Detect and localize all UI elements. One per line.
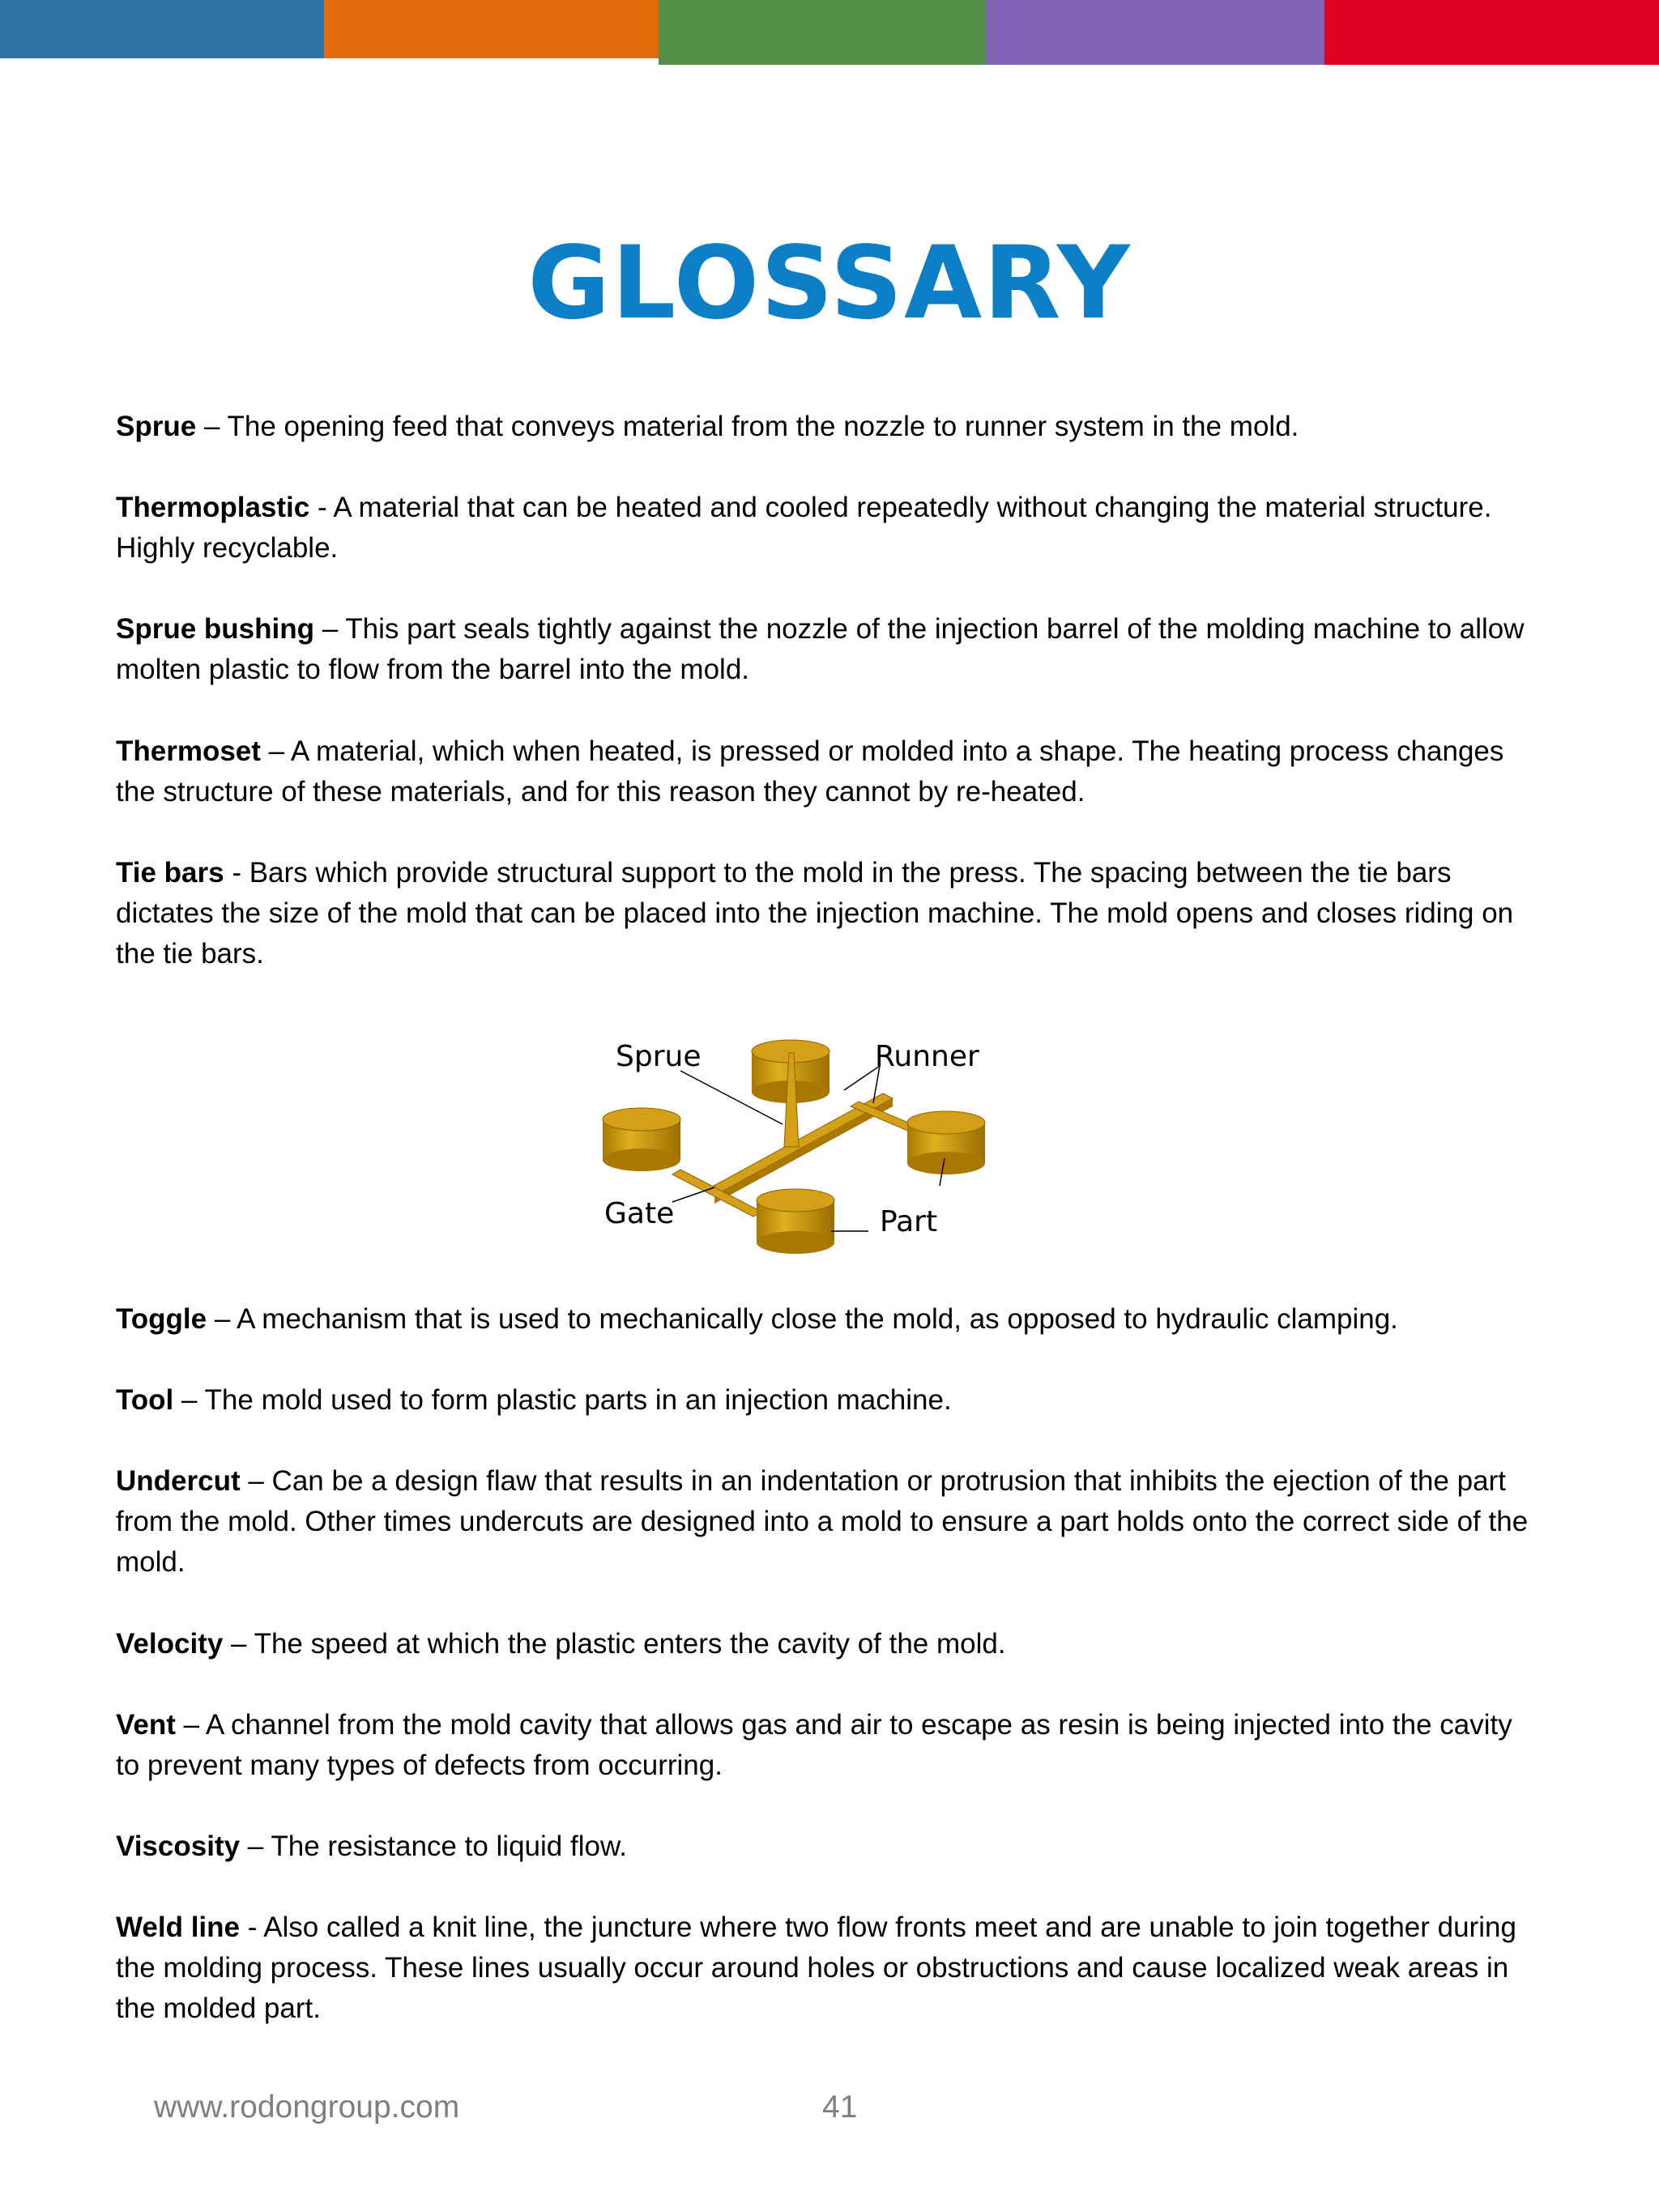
glossary-term: Vent [116, 1709, 176, 1741]
glossary-term: Viscosity [116, 1831, 241, 1862]
glossary-definition: Also called a knit line, the juncture where two flow fronts meet and are unable to join together during the molding process. These lines usually occur around holes or obstructions and cause localized weak areas in the molded part. [116, 1912, 1516, 2024]
glossary-separator: – [175, 1709, 206, 1741]
glossary-term: Undercut [116, 1465, 241, 1497]
glossary-separator: – [240, 1831, 271, 1862]
glossary-term: Thermoset [116, 735, 261, 767]
color-bar-blue [0, 0, 324, 58]
glossary-term: Thermoplastic [116, 492, 310, 523]
part-icon-right [907, 1111, 985, 1174]
mold-diagram [591, 1029, 1013, 1272]
glossary-term: Weld line [116, 1912, 240, 1943]
glossary-separator: – [223, 1628, 254, 1660]
glossary-entry-tie-bars [116, 853, 1542, 974]
color-bar-green [659, 0, 986, 65]
glossary-term: Tool [116, 1384, 174, 1416]
glossary-definition: The mold used to form plastic parts in an injection machine. [204, 1384, 952, 1416]
diagram-label-runner: Runner [875, 1040, 979, 1073]
glossary-entry-toggle [116, 1299, 1542, 1340]
glossary-separator: - [224, 857, 249, 889]
glossary-separator: – [314, 613, 346, 645]
diagram-label-sprue: Sprue [616, 1040, 702, 1073]
glossary-definition: A material that can be heated and cooled repeatedly without changing the material structure. Highly recyclable. [116, 492, 1492, 564]
diagram-label-gate: Gate [604, 1197, 675, 1230]
glossary-entry-undercut [116, 1461, 1542, 1583]
glossary-entry-thermoset [116, 731, 1542, 812]
page-title: GLOSSARY [527, 225, 1132, 342]
glossary-term: Sprue [116, 411, 197, 442]
page-number: 41 [822, 2090, 858, 2125]
glossary-entry-sprue [116, 407, 1542, 447]
color-bar-red [1324, 0, 1659, 65]
glossary-definition: Bars which provide structural support to the mold in the press. The spacing between the tie bars dictates the size of the mold that can be placed into the injection machine. The mold opens and closes riding on the tie bars. [116, 857, 1514, 970]
glossary-separator: – [196, 411, 228, 442]
glossary-entry-viscosity [116, 1826, 1542, 1867]
glossary-definition: A channel from the mold cavity that allows gas and air to escape as resin is being injected into the cavity to prevent many types of defects from occurring. [116, 1709, 1512, 1781]
color-bar-purple [986, 0, 1324, 65]
glossary-definition: This part seals tightly against the nozzle of the injection barrel of the molding machine to allow molten plastic to flow from the barrel into the mold. [116, 613, 1525, 685]
glossary-entry-vent [116, 1705, 1542, 1786]
glossary-entry-velocity [116, 1624, 1542, 1664]
part-icon-bottom [757, 1189, 834, 1254]
glossary-separator: – [240, 1465, 272, 1497]
glossary-term: Toggle [116, 1303, 207, 1335]
footer-website: www.rodongroup.com [154, 2090, 460, 2125]
glossary-term: Tie bars [116, 857, 224, 889]
glossary-definition: A mechanism that is used to mechanically close the mold, as opposed to hydraulic clamping. [237, 1303, 1398, 1335]
color-bar [0, 0, 1659, 65]
glossary-definition: A material, which when heated, is pressed or molded into a shape. The heating process changes the structure of these materials, and for this reason they cannot by re-heated. [116, 735, 1504, 808]
glossary-separator: - [240, 1912, 264, 1943]
glossary-separator: – [173, 1384, 205, 1416]
color-bar-orange [324, 0, 659, 58]
glossary-separator: - [309, 492, 334, 523]
glossary-definition: The speed at which the plastic enters the cavity of the mold. [254, 1628, 1006, 1660]
part-icon-left [603, 1108, 680, 1171]
diagram-label-part: Part [880, 1205, 938, 1238]
glossary-term: Sprue bushing [116, 613, 314, 645]
glossary-entry-thermoplastic [116, 488, 1542, 569]
glossary-term: Velocity [116, 1628, 224, 1660]
glossary-definition: Can be a design flaw that results in an indentation or protrusion that inhibits the ejection of the part from the mold. Other times undercuts are designed into a mold to ensure a part holds onto the correct side of the mold. [116, 1465, 1529, 1578]
glossary-entry-sprue-bushing [116, 609, 1542, 690]
glossary-entry-weld-line [116, 1907, 1542, 2029]
glossary-entry-tool [116, 1380, 1542, 1421]
glossary-definition: The resistance to liquid flow. [271, 1831, 628, 1862]
glossary-separator: – [207, 1303, 237, 1335]
glossary-definition: The opening feed that conveys material from the nozzle to runner system in the mold. [227, 411, 1299, 442]
glossary-separator: – [260, 735, 291, 767]
